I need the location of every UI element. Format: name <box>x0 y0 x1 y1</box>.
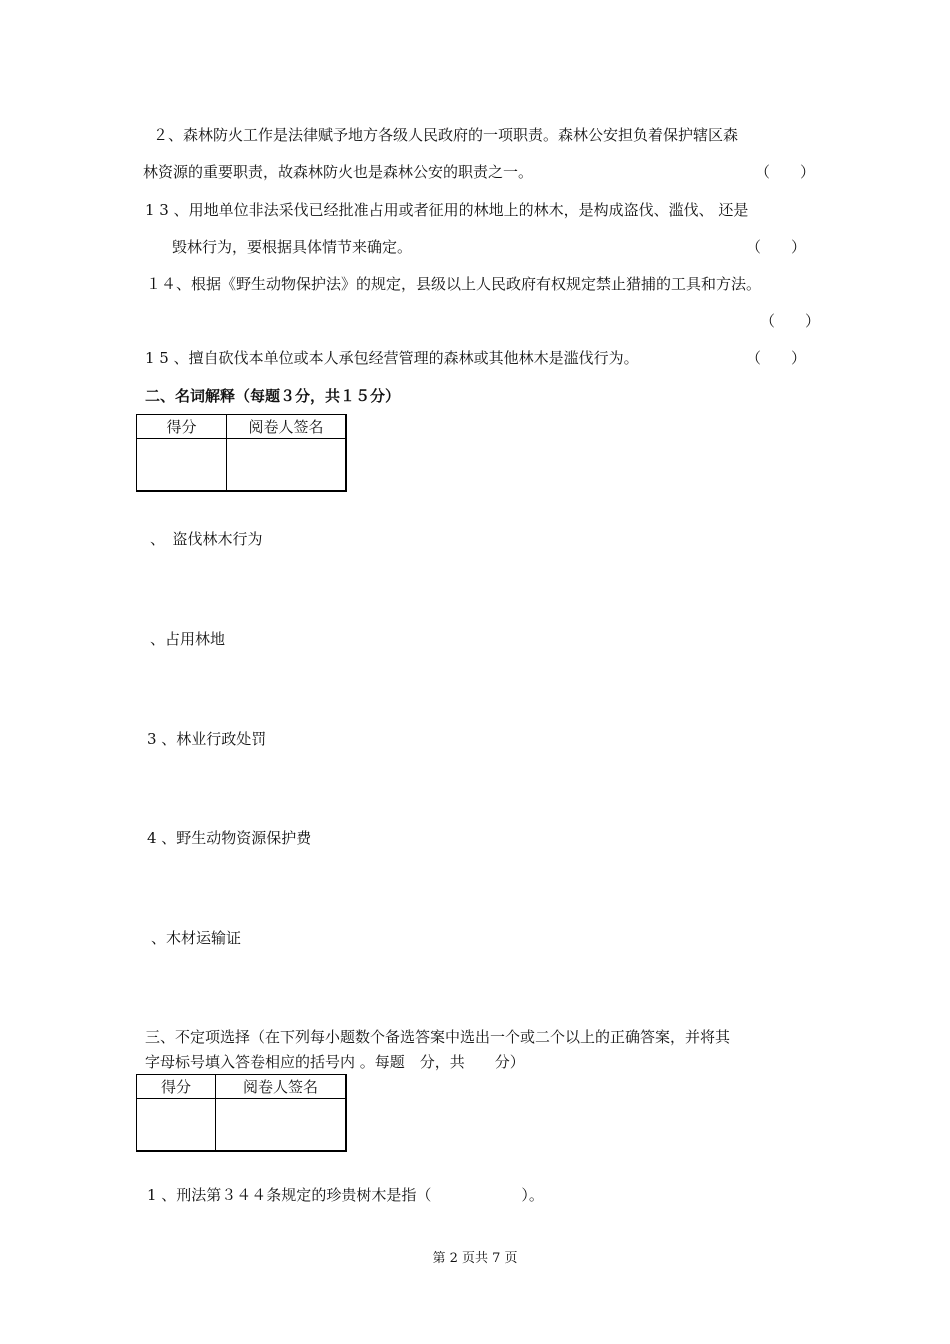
score-header: 得分 <box>137 415 227 439</box>
answer-bracket: （ ） <box>760 312 821 330</box>
term-item: 、占用林地 <box>150 630 226 648</box>
score-cell[interactable] <box>137 439 227 491</box>
question-13-line2: 毁林行为，要根据具体情节来确定。 <box>172 238 413 256</box>
question-12-line2: 林资源的重要职责，故森林防火也是森林公安的职责之一。 <box>143 163 534 181</box>
score-table <box>136 1074 347 1152</box>
score-cell[interactable] <box>137 1099 216 1151</box>
question-3-1: 1 、刑法第３４４条规定的珍贵树木是指（ ）。 <box>147 1186 544 1204</box>
section-3-heading-line1: 三、不定项选择（在下列每小题数个备选答案中选出一个或二个以上的正确答案，并将其 <box>145 1028 731 1046</box>
term-item: 、木材运输证 <box>151 929 242 947</box>
score-table <box>136 414 347 492</box>
section-2-heading: 二、名词解释（每题３分，共１５分） <box>145 387 401 405</box>
answer-bracket: （ ） <box>746 349 807 367</box>
question-15-line1: 1 5 、擅自砍伐本单位或本人承包经营管理的森林或其他林木是滥伐行为。 <box>145 349 639 367</box>
term-item: 4 、野生动物资源保护费 <box>147 829 312 847</box>
score-header: 得分 <box>137 1075 216 1099</box>
question-14-line1: １４、根据《野生动物保护法》的规定，县级以上人民政府有权规定禁止猎捕的工具和方法。 <box>146 275 762 293</box>
term-item: 3 、林业行政处罚 <box>147 730 267 748</box>
page-number: 第 2 页共 7 页 <box>432 1251 518 1266</box>
answer-bracket: （ ） <box>746 238 807 256</box>
grader-signature-cell[interactable] <box>227 439 347 491</box>
grader-signature-cell[interactable] <box>216 1099 347 1151</box>
term-item: 、 盗伐林木行为 <box>150 530 263 548</box>
section-3-heading-line2: 字母标号填入答卷相应的括号内 。每题 分，共 分） <box>145 1053 525 1071</box>
question-12-line1: ２、森林防火工作是法律赋予地方各级人民政府的一项职责。森林公安担负着保护辖区森 <box>153 126 739 144</box>
grader-signature-header: 阅卷人签名 <box>227 415 347 439</box>
grader-signature-header: 阅卷人签名 <box>216 1075 347 1099</box>
answer-bracket: （ ） <box>755 163 816 181</box>
question-13-line1: 1 3 、用地单位非法采伐已经批准占用或者征用的林地上的林木，是构成盗伐、滥伐、 还是 <box>145 201 749 219</box>
